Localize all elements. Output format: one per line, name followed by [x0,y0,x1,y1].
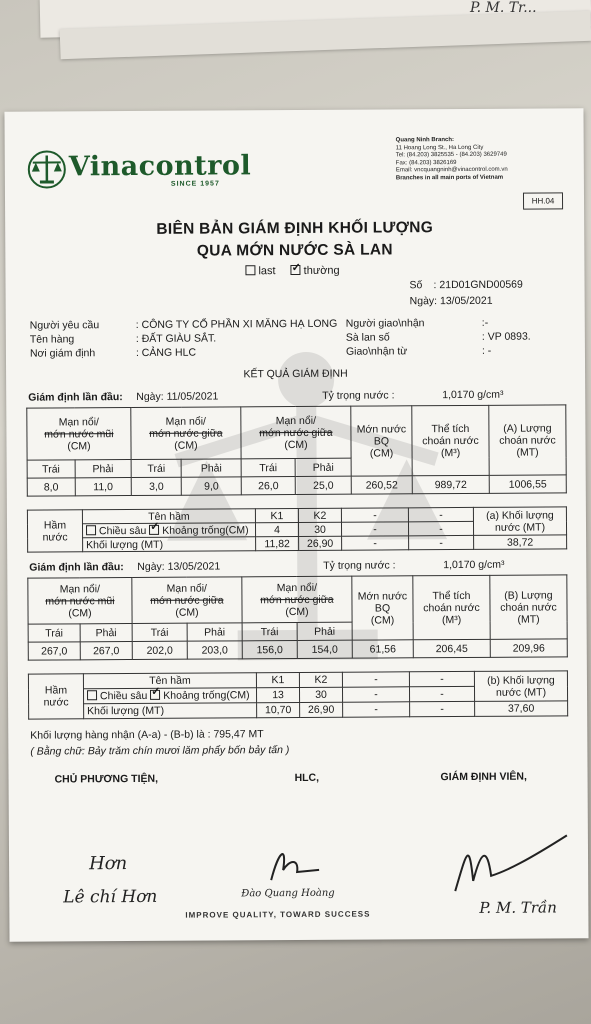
tank2-result-value: 37,60 [475,701,568,717]
sign-owner: CHỦ PHƯƠNG TIỆN, [54,772,159,786]
last-label: last [258,265,276,278]
col-phai: Phải [182,459,242,477]
depth-value: 4 [255,522,298,536]
k1-header: K1 [256,672,299,687]
value-cell: 3,0 [131,477,182,495]
depth-value: - [342,687,409,702]
owner-name: Lê chí Hơn [63,886,158,908]
depth-space-cell: Chiều sâu ✓ Khoảng trống(CM) [82,523,255,538]
depth-checkbox[interactable] [86,525,96,535]
document-title: BIÊN BẢN GIÁM ĐỊNH KHỐI LƯỢNG [156,219,434,238]
from-label: Giao\nhận từ [345,345,408,358]
value-cell: 1006,55 [489,475,566,493]
weight-value: - [343,702,410,717]
displacement-header: (A) Lượng choán nước (MT) [489,405,566,475]
value-cell: 206,45 [413,639,490,657]
col-phai: Phải [297,622,352,640]
surveyor-signature-mark [447,830,577,901]
weight-value: 26,90 [300,702,343,717]
tank1-result-label: (a) Khối lượng nước (MT) [473,507,566,536]
depth-value: - [408,521,473,535]
branch-line: 11 Hoang Long St., Ha Long City [395,144,484,151]
weight-value: 26,90 [299,536,342,550]
goods-label: Tên hàng [29,333,75,346]
branch-line: Quang Ninh Branch: [395,137,455,144]
sign-hlc: HLC, [294,771,320,785]
col-phai: Phải [295,458,351,476]
survey2-label: Giám định lần đầu: [29,561,124,574]
barge-value: : VP 0893. [481,330,531,343]
col-trai: Trái [27,460,75,478]
value-cell: 267,0 [80,642,132,660]
value-cell: 260,52 [351,476,412,494]
dash-cell: - [342,672,409,687]
value-cell: 11,0 [75,478,131,496]
so-value: : 21D01GND00569 [433,278,523,292]
depth-checkbox[interactable] [87,690,97,700]
tank-name-header: Tên hầm [82,509,255,524]
summary-line: Khối lượng hàng nhận (A-a) - (B-b) là : 795,47 MT [30,728,264,742]
value-cell: 202,0 [132,641,187,659]
col-trai: Trái [242,622,297,640]
depth-value: 30 [299,687,342,702]
survey1-date: Ngày: 11/05/2021 [136,390,219,403]
dash-cell: - [341,508,408,522]
survey2-table [27,574,567,660]
weight-value: - [409,535,474,549]
value-cell: 61,56 [352,640,413,658]
place-label: Nơi giám định [29,347,96,360]
aft-draft-header: Mạn nổi/ mớn nước giữa (CM) [242,576,352,623]
branch-line: Tel: (84.203) 3825535 - (84.203) 3629749 [395,151,507,159]
owner-signature: Hơn [89,853,128,875]
col-trai: Trái [132,623,187,641]
goods-value: : ĐẤT GIÀU SẮT. [135,332,217,345]
survey2-date: Ngày: 13/05/2021 [137,560,221,573]
background-signature: P. M. Tr... [470,0,537,16]
weight-value: 10,70 [257,702,300,717]
so-label: Số [409,279,423,292]
hlc-name: Đào Quang Hoàng [241,887,335,900]
scale-logo-icon [27,149,67,189]
displacement-header: (B) Lượng choán nước (MT) [490,575,567,639]
branch-line: Branches in all main ports of Vietnam [395,174,504,182]
survey2-density: 1,0170 g/cm³ [443,558,505,572]
value-cell: 209,96 [490,639,567,657]
deliverer-label: Người giao\nhận [345,317,425,330]
col-trai: Trái [131,459,182,477]
aft-draft-header: Mạn nổi/ mớn nước giữa (CM) [241,406,351,459]
voyage-options [245,265,339,278]
k2-header: K2 [298,508,341,522]
weight-value: 11,82 [256,536,299,550]
weight-value: - [410,701,475,716]
value-cell: 154,0 [297,640,352,658]
tank1-table [27,506,567,552]
mid-draft-header: Mạn nổi/ mớn nước giữa (CM) [131,407,241,460]
tank-name-header: Tên hầm [83,673,256,689]
col-trai: Trái [28,624,80,642]
thuong-checkbox[interactable] [291,265,301,275]
tank2-result-label: (b) Khối lượng nước (MT) [474,671,567,702]
space-checkbox[interactable] [150,690,160,700]
logo-text: Vinacontrol [68,150,252,183]
col-trai: Trái [241,459,295,477]
survey1-table [26,404,567,496]
report-date: Ngày: 13/05/2021 [409,294,493,308]
volume-header: Thể tích choán nước (M³) [413,575,490,639]
survey2-density-label: Tỷ trọng nước : [323,559,396,572]
space-checkbox[interactable] [149,524,159,534]
tank1-result-value: 38,72 [474,535,567,550]
tank-label: Hầm nước [28,674,83,719]
from-value: : - [481,344,492,357]
value-cell: 9,0 [182,477,242,495]
mid-draft-header: Mạn nổi/ mớn nước giữa (CM) [132,577,242,624]
document-page [4,108,588,942]
depth-value: - [341,522,408,536]
branch-line: Fax: (84.203) 3826169 [395,159,457,167]
tank-label: Hầm nước [27,510,82,552]
fore-draft-header: Mạn nổi/ mớn nước mũi (CM) [27,408,131,461]
branch-line: Email: vncquangninh@vinacontrol.com.vn [395,167,508,174]
form-code: HH.04 [523,192,563,209]
fore-draft-header: Mạn nổi/ mớn nước mũi (CM) [28,578,132,625]
sign-surveyor: GIÁM ĐỊNH VIÊN, [440,770,527,784]
survey1-label: Giám định lần đầu: [28,391,123,404]
mean-draft-header: Mớn nước BQ (CM) [351,406,412,476]
requester-value: : CÔNG TY CỔ PHẦN XI MĂNG HẠ LONG [135,317,338,331]
depth-space-cell: Chiều sâu ✓ Khoảng trống(CM) [83,688,256,704]
value-cell: 25,0 [295,476,351,494]
value-cell: 989,72 [412,475,489,493]
value-cell: 26,0 [241,477,295,495]
document-subtitle: QUA MỚN NƯỚC SÀ LAN [196,241,393,260]
place-value: : CẢNG HLC [135,346,197,359]
weight-label: Khối lượng (MT) [84,703,257,719]
deliverer-value: :- [481,316,489,329]
depth-value: - [409,686,474,701]
weight-value: - [342,536,409,550]
value-cell: 156,0 [242,640,297,658]
value-cell: 267,0 [28,642,80,660]
k1-header: K1 [255,508,298,522]
col-phai: Phải [80,624,132,642]
hlc-signature-mark [259,840,329,890]
surveyor-name: P. M. Trần [479,898,557,917]
k2-header: K2 [299,672,342,687]
col-phai: Phải [187,623,242,641]
weight-label: Khối lượng (MT) [83,537,256,552]
depth-value: 13 [256,687,299,702]
tank2-table [28,670,568,719]
survey1-density: 1,0170 g/cm³ [442,388,504,402]
value-cell: 203,0 [187,641,242,659]
requester-label: Người yêu cầu [29,319,100,332]
mean-draft-header: Mớn nước BQ (CM) [352,576,413,640]
last-checkbox[interactable] [245,265,255,275]
branch-info [396,136,576,183]
dash-cell: - [408,507,473,521]
summary-words: ( Bằng chữ: Bảy trăm chín mươi lăm phẩy bốn bảy tấn ) [30,744,290,758]
col-phai: Phải [75,460,131,478]
dash-cell: - [409,671,474,686]
result-title: KẾT QUẢ GIÁM ĐỊNH [243,367,348,381]
volume-header: Thể tích choán nước (M³) [412,405,489,475]
logo-since: SINCE 1957 [170,180,220,188]
thuong-label: thường [303,264,340,277]
survey1-density-label: Tỷ trọng nước : [322,389,395,402]
barge-label: Sà lan số [345,331,390,344]
value-cell: 8,0 [27,478,75,496]
company-slogan: IMPROVE QUALITY, TOWARD SUCCESS [185,909,371,920]
depth-value: 30 [298,522,341,536]
